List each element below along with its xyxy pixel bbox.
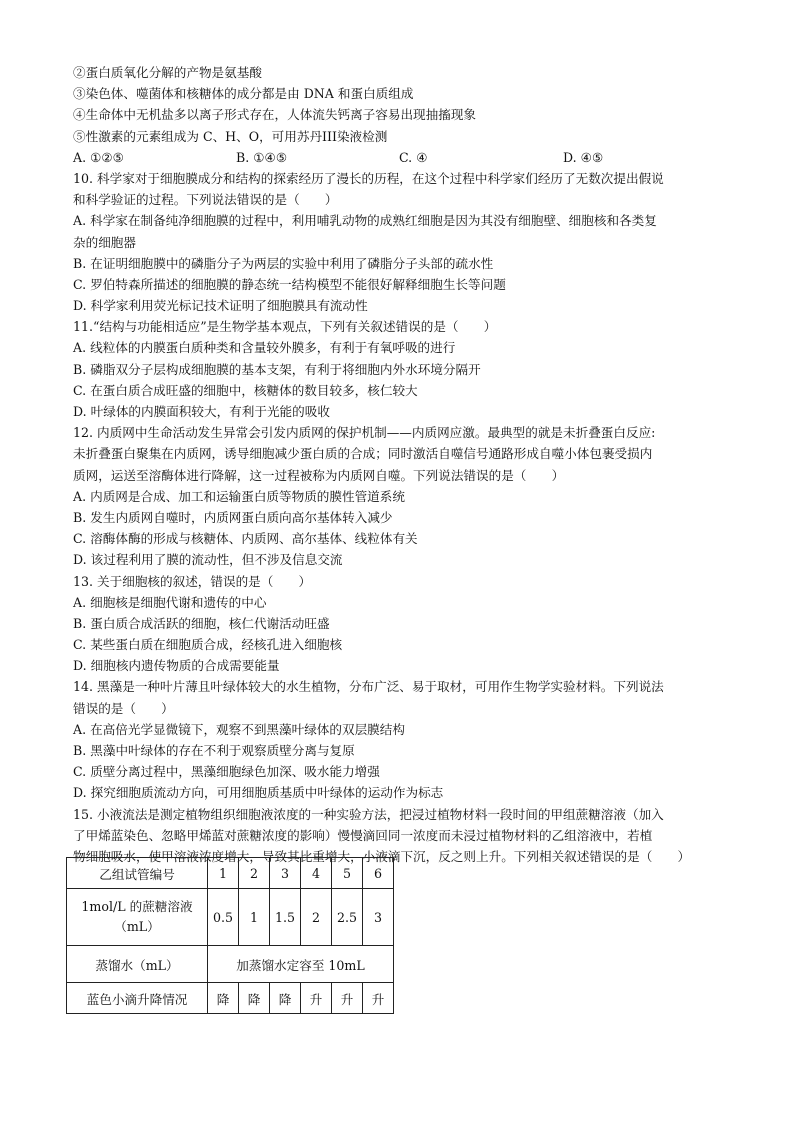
experiment-table [66, 857, 394, 1014]
table-cell: 4 [301, 858, 332, 889]
q12-option-c: C. 溶酶体酶的形成与核糖体、内质网、高尔基体、线粒体有关 [73, 531, 418, 547]
q10-option-a-2: 杂的细胞器 [73, 234, 136, 250]
q11-option-d: D. 叶绿体的内膜面积较大，有利于光能的吸收 [73, 404, 330, 419]
table-cell: 3 [363, 889, 394, 946]
table-cell: 1.5 [270, 889, 301, 946]
table-cell: 降 [208, 983, 239, 1014]
table-cell-merged: 加蒸馏水定容至 10mL [208, 946, 394, 983]
q9-option-b: B. ①④⑤ [236, 149, 288, 165]
q10-stem-2: 和科学验证的过程。下列说法错误的是（ ） [73, 192, 338, 208]
table-cell: 升 [332, 983, 363, 1014]
table-row [67, 946, 394, 983]
q11-option-a: A. 线粒体的内膜蛋白质种类和含量较外膜多，有利于有氧呼吸的进行 [73, 340, 456, 356]
table-cell: 降 [239, 983, 270, 1014]
table-cell: 3 [270, 858, 301, 889]
q12-stem-2: 未折叠蛋白聚集在内质网，诱导细胞减少蛋白质的合成；同时激活自噬信号通路形成自噬小体包裹受损内 [73, 446, 653, 462]
q9-option-c: C. ④ [399, 149, 428, 165]
q13-option-d: D. 细胞核内遗传物质的合成需要能量 [73, 658, 280, 674]
q10-option-b: B. 在证明细胞膜中的磷脂分子为两层的实验中利用了磷脂分子头部的疏水性 [73, 255, 494, 271]
q14-option-d: D. 探究细胞质流动方向，可用细胞质基质中叶绿体的运动作为标志 [73, 785, 444, 801]
table-header-droplet: 蓝色小滴升降情况 [67, 983, 208, 1014]
q15-stem-3: 物细胞吸水，使甲溶液浓度增大，导致其比重增大，小液滴下沉，反之则上升。下列相关叙述错误的是（ ） [73, 848, 691, 864]
q13-option-b: B. 蛋白质合成活跃的细胞，核仁代谢活动旺盛 [73, 615, 330, 631]
q11-stem: 11.“结构与功能相适应”是生物学基本观点，下列有关叙述错误的是（ ） [73, 319, 497, 335]
table-cell: 2 [239, 858, 270, 889]
table-header-sucrose [67, 889, 208, 946]
table-cell: 2 [301, 889, 332, 946]
statement-2: ②蛋白质氧化分解的产物是氨基酸 [73, 65, 262, 80]
q15-stem-2: 了甲烯蓝染色、忽略甲烯蓝对蔗糖浓度的影响）慢慢滴回同一浓度而未浸过植物材料的乙组溶液中，若植 [73, 827, 653, 843]
q9-option-a: A. ①②⑤ [73, 149, 124, 165]
table-cell: 1 [208, 858, 239, 889]
table-cell: 0.5 [208, 889, 239, 946]
q14-option-b: B. 黑藻中叶绿体的存在不利于观察质壁分离与复原 [73, 743, 355, 758]
table-header-sucrose-line2: （mL） [114, 919, 160, 934]
q13-option-a: A. 细胞核是细胞代谢和遗传的中心 [73, 594, 267, 610]
q12-option-a: A. 内质网是合成、加工和运输蛋白质等物质的膜性管道系统 [73, 488, 405, 504]
q12-option-b: B. 发生内质网自噬时，内质网蛋白质向高尔基体转入减少 [73, 509, 393, 525]
q12-option-d: D. 该过程利用了膜的流动性，但不涉及信息交流 [73, 552, 343, 568]
q9-options [73, 147, 733, 168]
exam-page [73, 62, 733, 867]
q10-stem-1: 10. 科学家对于细胞膜成分和结构的探索经历了漫长的历程，在这个过程中科学家们经历了无数次提出假说 [73, 170, 664, 186]
q10-option-c: C. 罗伯特森所描述的细胞膜的静态统一结构模型不能很好解释细胞生长等问题 [73, 276, 506, 292]
table-row [67, 983, 394, 1014]
q9-option-d: D. ④⑤ [563, 149, 604, 165]
statement-5: ⑤性激素的元素组成为 C、H、O，可用苏丹III染液检测 [73, 128, 388, 144]
table-cell: 降 [270, 983, 301, 1014]
q12-stem-3: 质网，运送至溶酶体进行降解，这一过程被称为内质网自噬。下列说法错误的是（ ） [73, 467, 565, 483]
q12-stem-1: 12. 内质网中生命活动发生异常会引发内质网的保护机制——内质网应激。最典型的就是未折叠蛋白反应: [73, 425, 656, 441]
table-cell: 升 [301, 983, 332, 1014]
q15-stem-1: 15. 小液流法是测定植物组织细胞液浓度的一种实验方法，把浸过植物材料一段时间的甲组蔗糖溶液（加入 [73, 806, 664, 822]
q14-option-a: A. 在高倍光学显微镜下，观察不到黑藻叶绿体的双层膜结构 [73, 721, 405, 737]
q11-option-b: B. 磷脂双分子层构成细胞膜的基本支架，有利于将细胞内外水环境分隔开 [73, 361, 481, 377]
statement-4: ④生命体中无机盐多以离子形式存在，人体流失钙离子容易出现抽搐现象 [73, 107, 476, 123]
table-row [67, 889, 394, 946]
table-header-tube-number: 乙组试管编号 [67, 858, 208, 889]
table-cell: 5 [332, 858, 363, 889]
q11-option-c: C. 在蛋白质合成旺盛的细胞中，核糖体的数目较多，核仁较大 [73, 382, 418, 398]
table-cell: 升 [363, 983, 394, 1014]
table-header-water: 蒸馏水（mL） [67, 946, 208, 983]
q14-stem-1: 14. 黑藻是一种叶片薄且叶绿体较大的水生植物，分布广泛、易于取材，可用作生物学实验材料。下列说法 [73, 679, 664, 695]
statement-3: ③染色体、噬菌体和核糖体的成分都是由 DNA 和蛋白质组成 [73, 86, 414, 102]
table-row [67, 858, 394, 889]
q14-stem-2: 错误的是（ ） [73, 700, 174, 716]
table-header-sucrose-line1: 1mol/L 的蔗糖溶液 [81, 899, 193, 914]
q10-option-d: D. 科学家利用荧光标记技术证明了细胞膜具有流动性 [73, 298, 368, 314]
table-cell: 2.5 [332, 889, 363, 946]
q10-option-a-1: A. 科学家在制备纯净细胞膜的过程中，利用哺乳动物的成熟红细胞是因为其没有细胞壁、细胞核和各类复 [73, 213, 657, 229]
q13-option-c: C. 某些蛋白质在细胞质合成，经核孔进入细胞核 [73, 637, 343, 653]
table-cell: 1 [239, 889, 270, 946]
q14-option-c: C. 质壁分离过程中，黑藻细胞绿色加深、吸水能力增强 [73, 764, 380, 780]
q13-stem: 13. 关于细胞核的叙述，错误的是（ ） [73, 573, 312, 589]
table-cell: 6 [363, 858, 394, 889]
